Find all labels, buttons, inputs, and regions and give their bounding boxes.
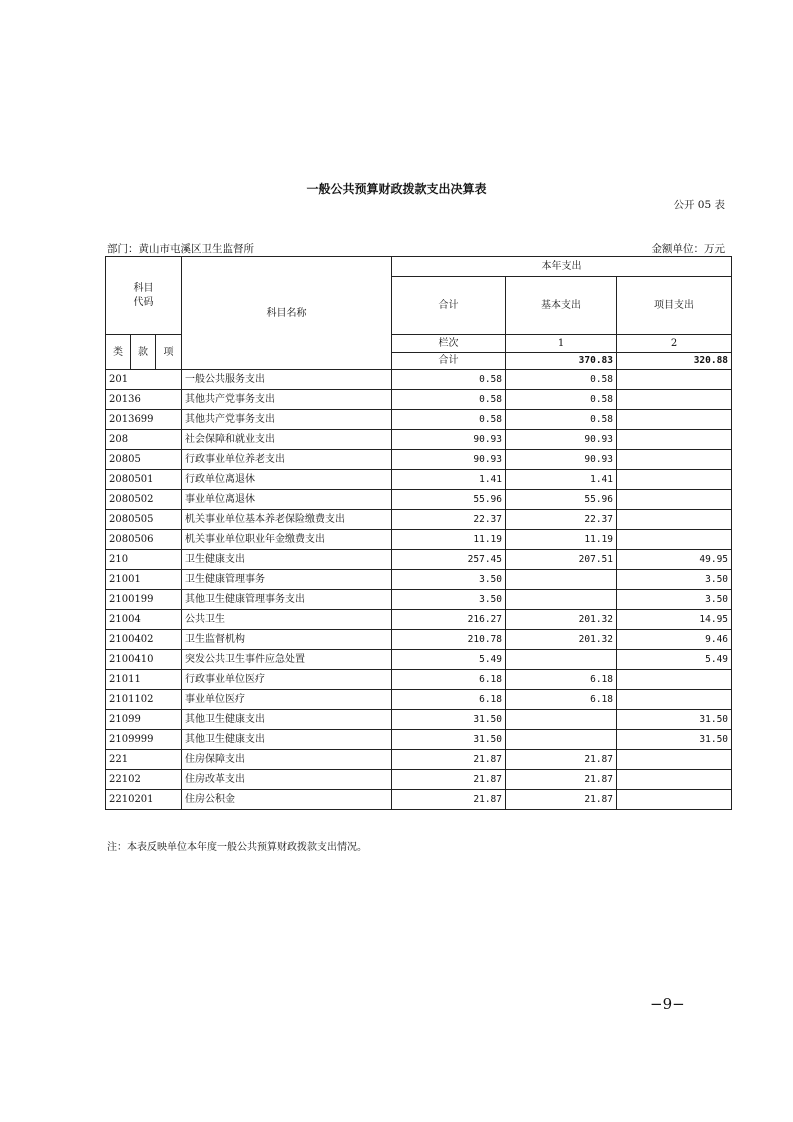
row-code: 22102 <box>106 770 182 790</box>
row-project <box>617 430 732 450</box>
row-basic: 6.18 <box>506 690 617 710</box>
table-row <box>106 450 732 470</box>
header-current-year: 本年支出 <box>392 257 732 277</box>
row-code: 21001 <box>106 570 182 590</box>
row-project <box>617 790 732 810</box>
row-basic: 90.93 <box>506 450 617 470</box>
table-row <box>106 650 732 670</box>
row-name: 住房保障支出 <box>182 750 392 770</box>
row-code: 210 <box>106 550 182 570</box>
row-name: 行政事业单位养老支出 <box>182 450 392 470</box>
row-name: 住房改革支出 <box>182 770 392 790</box>
row-name: 机关事业单位基本养老保险缴费支出 <box>182 510 392 530</box>
row-name: 社会保障和就业支出 <box>182 430 392 450</box>
column-no-label: 栏次 <box>392 335 506 353</box>
row-total: 22.37 <box>392 510 506 530</box>
row-name: 机关事业单位职业年金缴费支出 <box>182 530 392 550</box>
row-basic: 22.37 <box>506 510 617 530</box>
row-project: 49.95 <box>617 550 732 570</box>
row-basic: 1.41 <box>506 470 617 490</box>
row-basic: 90.93 <box>506 430 617 450</box>
table-row <box>106 730 732 750</box>
header-row-1 <box>106 257 732 277</box>
table-row <box>106 590 732 610</box>
row-total: 0.58 <box>392 370 506 390</box>
table-row <box>106 610 732 630</box>
form-number: 公开 05 表 <box>673 199 725 211</box>
row-code: 2080501 <box>106 470 182 490</box>
row-code: 2100410 <box>106 650 182 670</box>
row-basic <box>506 710 617 730</box>
row-basic <box>506 730 617 750</box>
row-code: 201 <box>106 370 182 390</box>
header-code-line2: 代码 <box>133 296 154 308</box>
row-project <box>617 690 732 710</box>
row-total: 216.27 <box>392 610 506 630</box>
row-name: 其他卫生健康支出 <box>182 710 392 730</box>
header-name-cell: 科目名称 <box>182 257 392 370</box>
row-basic: 55.96 <box>506 490 617 510</box>
row-project <box>617 530 732 550</box>
row-project <box>617 410 732 430</box>
sum-label: 合计 <box>392 353 506 370</box>
row-project: 5.49 <box>617 650 732 670</box>
row-total: 21.87 <box>392 790 506 810</box>
department-label: 部门：黄山市屯溪区卫生监督所 <box>107 243 254 255</box>
row-name: 行政事业单位医疗 <box>182 670 392 690</box>
row-total: 0.58 <box>392 390 506 410</box>
table-row <box>106 790 732 810</box>
header-code-cell <box>106 257 182 335</box>
row-name: 其他卫生健康支出 <box>182 730 392 750</box>
row-code: 2080502 <box>106 490 182 510</box>
table-note: 注：本表反映单位本年度一般公共预算财政拨款支出情况。 <box>107 842 367 853</box>
row-project: 3.50 <box>617 570 732 590</box>
row-basic: 201.32 <box>506 610 617 630</box>
expenditure-table <box>105 256 732 810</box>
table-row <box>106 630 732 650</box>
row-total: 90.93 <box>392 450 506 470</box>
sum-basic: 320.88 <box>617 353 732 370</box>
row-name: 其他卫生健康管理事务支出 <box>182 590 392 610</box>
row-name: 突发公共卫生事件应急处置 <box>182 650 392 670</box>
row-code: 2100402 <box>106 630 182 650</box>
row-total: 11.19 <box>392 530 506 550</box>
row-name: 卫生监督机构 <box>182 630 392 650</box>
table-row <box>106 430 732 450</box>
row-total: 5.49 <box>392 650 506 670</box>
table-row <box>106 490 732 510</box>
row-total: 21.87 <box>392 750 506 770</box>
page-number: −9− <box>650 995 685 1013</box>
row-total: 3.50 <box>392 590 506 610</box>
row-total: 31.50 <box>392 710 506 730</box>
header-kuan: 款 <box>131 335 156 370</box>
row-code: 2013699 <box>106 410 182 430</box>
row-project <box>617 470 732 490</box>
row-total: 0.58 <box>392 410 506 430</box>
row-name: 卫生健康管理事务 <box>182 570 392 590</box>
row-basic: 0.58 <box>506 410 617 430</box>
row-total: 257.45 <box>392 550 506 570</box>
header-lei: 类 <box>106 335 131 370</box>
row-code: 2109999 <box>106 730 182 750</box>
row-project <box>617 750 732 770</box>
row-total: 210.78 <box>392 630 506 650</box>
row-code: 20805 <box>106 450 182 470</box>
table-row <box>106 750 732 770</box>
row-name: 其他共产党事务支出 <box>182 410 392 430</box>
amount-unit-label: 金额单位：万元 <box>651 243 725 255</box>
header-total: 合计 <box>392 277 506 335</box>
row-basic: 0.58 <box>506 390 617 410</box>
row-project: 31.50 <box>617 730 732 750</box>
table-row <box>106 470 732 490</box>
row-basic: 6.18 <box>506 670 617 690</box>
row-total: 3.50 <box>392 570 506 590</box>
row-total: 6.18 <box>392 670 506 690</box>
table-row <box>106 770 732 790</box>
row-basic: 207.51 <box>506 550 617 570</box>
row-code: 2210201 <box>106 790 182 810</box>
row-total: 90.93 <box>392 430 506 450</box>
row-name: 公共卫生 <box>182 610 392 630</box>
row-project: 31.50 <box>617 710 732 730</box>
document-title: 一般公共预算财政拨款支出决算表 <box>306 182 487 196</box>
row-code: 21011 <box>106 670 182 690</box>
row-code: 2080505 <box>106 510 182 530</box>
row-total: 1.41 <box>392 470 506 490</box>
row-name: 行政单位离退休 <box>182 470 392 490</box>
row-basic <box>506 570 617 590</box>
row-code: 2100199 <box>106 590 182 610</box>
table-row <box>106 670 732 690</box>
row-project: 14.95 <box>617 610 732 630</box>
table-row <box>106 550 732 570</box>
table-row <box>106 390 732 410</box>
row-code: 221 <box>106 750 182 770</box>
row-project <box>617 490 732 510</box>
row-name: 事业单位医疗 <box>182 690 392 710</box>
row-code: 21099 <box>106 710 182 730</box>
header-project: 项目支出 <box>617 277 732 335</box>
row-basic: 21.87 <box>506 790 617 810</box>
row-name: 住房公积金 <box>182 790 392 810</box>
col-no-2: 2 <box>617 335 732 353</box>
row-basic: 21.87 <box>506 770 617 790</box>
table-row <box>106 510 732 530</box>
row-name: 卫生健康支出 <box>182 550 392 570</box>
header-basic: 基本支出 <box>506 277 617 335</box>
row-project <box>617 670 732 690</box>
sum-total: 370.83 <box>506 353 617 370</box>
row-basic: 0.58 <box>506 370 617 390</box>
row-code: 20136 <box>106 390 182 410</box>
row-project <box>617 770 732 790</box>
row-name: 其他共产党事务支出 <box>182 390 392 410</box>
row-basic: 201.32 <box>506 630 617 650</box>
row-total: 6.18 <box>392 690 506 710</box>
table-row <box>106 570 732 590</box>
row-code: 208 <box>106 430 182 450</box>
row-code: 21004 <box>106 610 182 630</box>
row-code: 2080506 <box>106 530 182 550</box>
col-no-1: 1 <box>506 335 617 353</box>
row-project <box>617 390 732 410</box>
row-project <box>617 510 732 530</box>
row-basic: 21.87 <box>506 750 617 770</box>
row-project <box>617 450 732 470</box>
row-project: 3.50 <box>617 590 732 610</box>
row-total: 21.87 <box>392 770 506 790</box>
row-name: 事业单位离退休 <box>182 490 392 510</box>
table-row <box>106 370 732 390</box>
row-basic <box>506 650 617 670</box>
header-code-line1: 科目 <box>133 282 154 294</box>
table-row <box>106 690 732 710</box>
row-total: 55.96 <box>392 490 506 510</box>
table-row <box>106 710 732 730</box>
row-project <box>617 370 732 390</box>
table-row <box>106 530 732 550</box>
table-row <box>106 410 732 430</box>
row-code: 2101102 <box>106 690 182 710</box>
row-total: 31.50 <box>392 730 506 750</box>
row-project: 9.46 <box>617 630 732 650</box>
row-basic <box>506 590 617 610</box>
row-name: 一般公共服务支出 <box>182 370 392 390</box>
row-basic: 11.19 <box>506 530 617 550</box>
header-xiang: 项 <box>156 335 182 370</box>
